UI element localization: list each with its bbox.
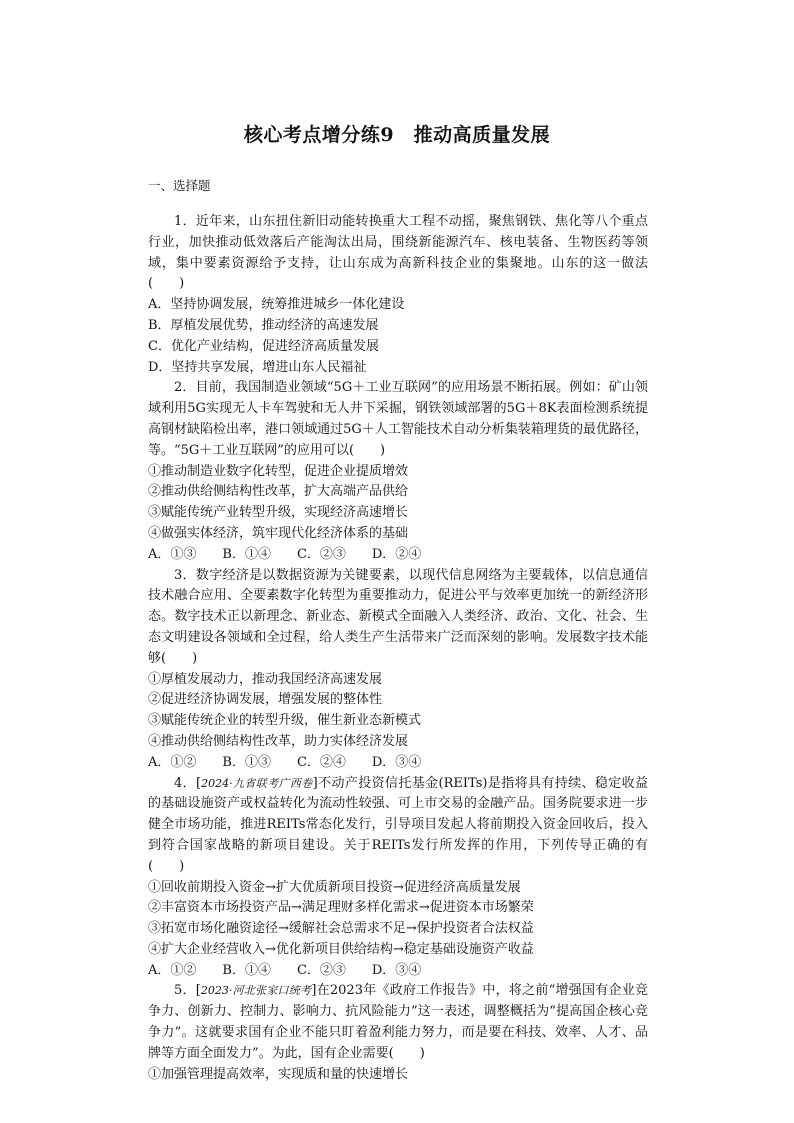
question-stem: 1．近年来，山东扭住新旧动能转换重大工程不动摇，聚焦钢铁、焦化等八个重点行业，加快推动低效落后产能淘汰出局，围绕新能源汽车、核电装备、生物医药等领域，集中要素资源给予支持，让山东成为高新科技企业的集聚地。山东的这一做法( ) (148, 214, 648, 292)
answer-options: A．①③ B．①④ C．②③ D．②④ (148, 546, 422, 562)
option-c: C．优化产业结构，促进经济高质量发展 (148, 338, 379, 354)
question-number: 4．[ (174, 775, 202, 791)
option-d: D．坚持共享发展，增进山东人民福祉 (148, 359, 367, 375)
statement-item: ④扩大企业经营收入→优化新项目供给结构→稳定基础设施资产收益 (148, 941, 534, 957)
question-text: ]在2023年《政府工作报告》中，将之前“增强国有企业竞争力、创新力、控制力、影响力、抗风险能力”这一表述，调整概括为“提高国企核心竞争力”。这就要求国有企业不能只盯着盈利能力努力，而是要在科技、效率、人才、品牌等方面全面发力”。为此，国有企业需要( ) (148, 983, 649, 1061)
page-title: 核心考点增分练9 推动高质量发展 (243, 124, 551, 146)
statement-item: ②推动供给侧结构性改革，扩大高端产品供给 (148, 484, 409, 500)
question-stem: 3．数字经济是以数据资源为关键要素，以现代信息网络为主要载体，以信息通信技术融合应用、全要素数字化转型为重要推动力，促进公平与效率更加统一的新经济形态。数字技术正以新理念、新业态、新模式全面融入人类经济、政治、文化、社会、生态文明建设各领域和全过程，给人类生产生活带来广泛而深刻的影响。发展数字技术能够( ) (148, 567, 648, 666)
section-heading: 一、选择题 (148, 178, 211, 193)
question-list (148, 212, 648, 1085)
statement-item: ②促进经济协调发展，增强发展的整体性 (148, 692, 383, 708)
statement-item: ①推动制造业数字化转型，促进企业提质增效 (148, 463, 409, 479)
question-stem: 2．目前，我国制造业领域“5G＋工业互联网”的应用场景不断拓展。例如：矿山领域利用5G实现无人卡车驾驶和无人井下采掘，钢铁领域部署的5G＋8K表面检测系统提高钢材缺陷检出率，港口领域通过5G＋人工智能技术自动分析集装箱理货的最优路径，等。“5G＋工业互联网”的应用可以( ) (148, 380, 648, 458)
statement-item: ①加强管理提高效率，实现质和量的快速增长 (148, 1066, 409, 1082)
answer-options: A．①② B．①④ C．②③ D．③④ (148, 962, 422, 978)
statement-item: ④推动供给侧结构性改革，助力实体经济发展 (148, 733, 409, 749)
statement-item: ②丰富资本市场投资产品→满足理财多样化需求→促进资本市场繁荣 (148, 900, 534, 916)
statement-item: ④做强实体经济，筑牢现代化经济体系的基础 (148, 525, 409, 541)
statement-item: ③赋能传统产业转型升级，实现经济高速增长 (148, 505, 409, 521)
statement-item: ①厚植发展动力，推动我国经济高速发展 (148, 671, 383, 687)
question-source: 2024·九省联考广西卷 (201, 776, 313, 790)
option-b: B．厚植发展优势，推动经济的高速发展 (148, 317, 379, 333)
question-number: 5．[ (174, 983, 201, 999)
statement-item: ①回收前期投入资金→扩大优质新项目投资→促进经济高质量发展 (148, 879, 521, 895)
question-text: ]不动产投资信托基金(REITs)是指将具有持续、稳定收益的基础设施资产或权益转化为流动性较强、可上市交易的金融产品。国务院要求进一步健全市场功能，推进REITs常态化发行，引导项目发起人将前期投入资金回收后，投入到符合国家战略的新项目建设。关于REITs发行所发挥的作用，下列传导正确的有( ) (148, 775, 649, 874)
question-stem (148, 774, 648, 878)
statement-item: ③拓宽市场化融资途径→缓解社会总需求不足→保护投资者合法权益 (148, 921, 534, 937)
question-source: 2023·河北张家口统考 (200, 984, 312, 998)
option-a: A．坚持协调发展，统筹推进城乡一体化建设 (148, 297, 405, 313)
question-stem (148, 981, 648, 1064)
answer-options: A．①② B．①③ C．②④ D．③④ (148, 754, 422, 770)
statement-item: ③赋能传统企业的转型升级，催生新业态新模式 (148, 713, 422, 729)
